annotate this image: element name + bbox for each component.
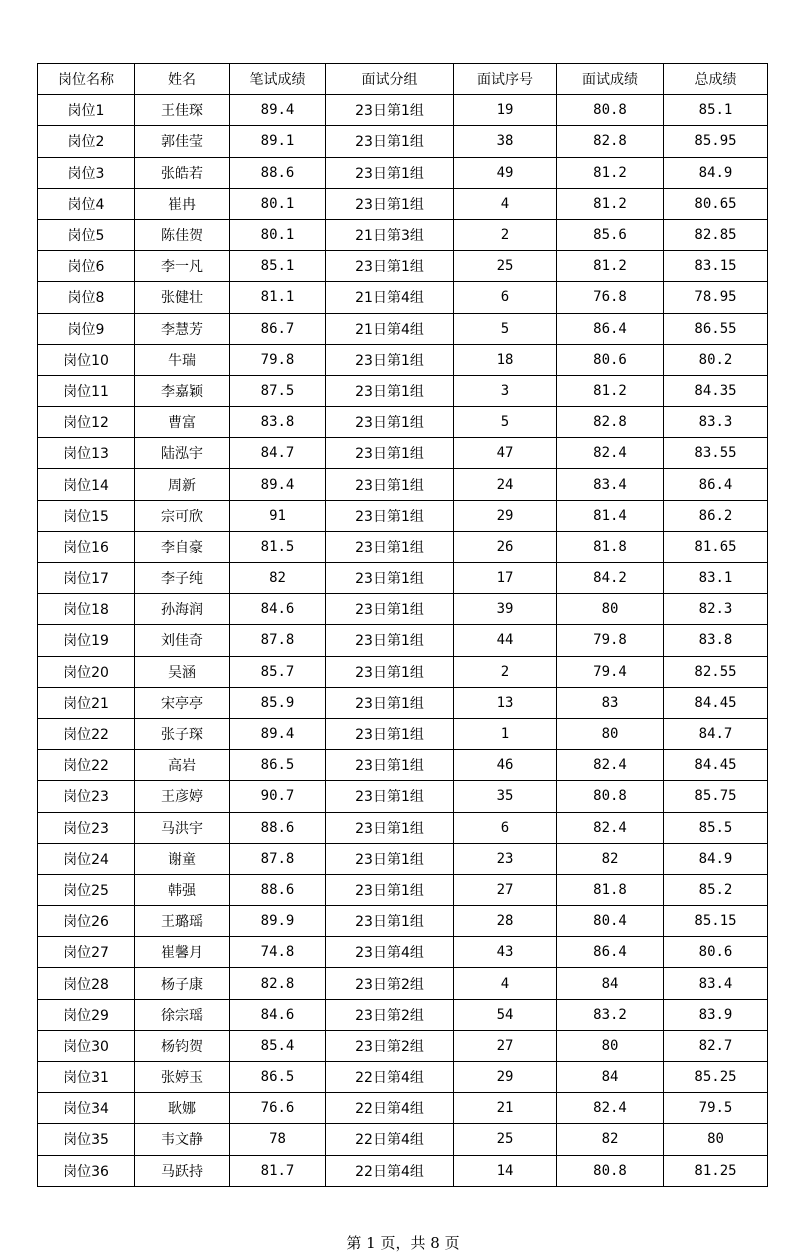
cell-position: 岗位10 [38,344,135,375]
cell-interview-score: 80 [557,1030,664,1061]
cell-interview-score: 81.2 [557,188,664,219]
cell-total-score: 83.55 [664,438,768,469]
cell-total-score: 85.5 [664,812,768,843]
cell-interview-number: 21 [454,1093,557,1124]
cell-interview-number: 14 [454,1155,557,1186]
cell-interview-score: 86.4 [557,937,664,968]
cell-interview-score: 80.4 [557,906,664,937]
cell-interview-group: 23日第1组 [326,500,454,531]
cell-total-score: 85.75 [664,781,768,812]
cell-written-score: 84.7 [230,438,326,469]
cell-name: 王彦婷 [135,781,230,812]
cell-interview-group: 23日第1组 [326,157,454,188]
cell-interview-group: 22日第4组 [326,1155,454,1186]
cell-interview-group: 23日第1组 [326,95,454,126]
cell-name: 张子琛 [135,718,230,749]
cell-total-score: 80.2 [664,344,768,375]
cell-name: 谢童 [135,843,230,874]
cell-interview-score: 80 [557,718,664,749]
table-row [38,469,768,500]
cell-total-score: 84.9 [664,157,768,188]
cell-interview-number: 47 [454,438,557,469]
cell-written-score: 88.6 [230,812,326,843]
table-row [38,375,768,406]
cell-written-score: 88.6 [230,157,326,188]
cell-total-score: 82.85 [664,219,768,250]
cell-interview-number: 29 [454,500,557,531]
cell-interview-score: 81.2 [557,251,664,282]
table-row [38,1124,768,1155]
cell-written-score: 85.7 [230,656,326,687]
cell-interview-number: 46 [454,750,557,781]
cell-interview-group: 23日第1组 [326,843,454,874]
table-row [38,563,768,594]
table-row [38,968,768,999]
table-row [38,157,768,188]
cell-written-score: 84.6 [230,999,326,1030]
cell-position: 岗位26 [38,906,135,937]
cell-written-score: 83.8 [230,407,326,438]
table-row [38,313,768,344]
table-row [38,999,768,1030]
cell-total-score: 86.55 [664,313,768,344]
cell-interview-score: 80.8 [557,95,664,126]
cell-interview-number: 5 [454,313,557,344]
header-written-score: 笔试成绩 [230,64,326,95]
cell-written-score: 88.6 [230,874,326,905]
cell-position: 岗位29 [38,999,135,1030]
cell-interview-group: 23日第2组 [326,999,454,1030]
cell-interview-number: 27 [454,874,557,905]
cell-name: 耿娜 [135,1093,230,1124]
cell-total-score: 83.8 [664,625,768,656]
cell-interview-group: 23日第1组 [326,531,454,562]
cell-written-score: 80.1 [230,219,326,250]
cell-position: 岗位14 [38,469,135,500]
cell-total-score: 79.5 [664,1093,768,1124]
cell-position: 岗位2 [38,126,135,157]
cell-name: 宋亭亭 [135,687,230,718]
cell-written-score: 89.4 [230,718,326,749]
cell-name: 周新 [135,469,230,500]
cell-interview-score: 82 [557,843,664,874]
cell-name: 张健壮 [135,282,230,313]
cell-position: 岗位6 [38,251,135,282]
cell-position: 岗位18 [38,594,135,625]
cell-total-score: 83.4 [664,968,768,999]
cell-written-score: 82 [230,563,326,594]
cell-written-score: 81.5 [230,531,326,562]
cell-position: 岗位24 [38,843,135,874]
cell-written-score: 91 [230,500,326,531]
cell-written-score: 90.7 [230,781,326,812]
cell-interview-number: 6 [454,282,557,313]
cell-interview-score: 79.4 [557,656,664,687]
cell-written-score: 89.4 [230,95,326,126]
cell-position: 岗位27 [38,937,135,968]
table-row [38,188,768,219]
cell-position: 岗位8 [38,282,135,313]
cell-total-score: 82.55 [664,656,768,687]
cell-position: 岗位30 [38,1030,135,1061]
cell-written-score: 86.5 [230,1062,326,1093]
cell-written-score: 86.5 [230,750,326,781]
cell-position: 岗位21 [38,687,135,718]
page-footer: 第 1 页，共 8 页 [346,1234,460,1252]
cell-position: 岗位17 [38,563,135,594]
cell-total-score: 83.15 [664,251,768,282]
cell-total-score: 80.6 [664,937,768,968]
cell-interview-score: 82.4 [557,438,664,469]
cell-written-score: 80.1 [230,188,326,219]
cell-name: 刘佳奇 [135,625,230,656]
cell-position: 岗位28 [38,968,135,999]
cell-name: 李慧芳 [135,313,230,344]
cell-interview-score: 80 [557,594,664,625]
cell-total-score: 84.9 [664,843,768,874]
cell-interview-group: 22日第4组 [326,1062,454,1093]
cell-position: 岗位23 [38,812,135,843]
cell-name: 马洪宇 [135,812,230,843]
cell-written-score: 82.8 [230,968,326,999]
cell-written-score: 85.1 [230,251,326,282]
cell-written-score: 87.8 [230,843,326,874]
cell-position: 岗位25 [38,874,135,905]
scores-table [37,63,768,1187]
cell-name: 韩强 [135,874,230,905]
cell-written-score: 81.1 [230,282,326,313]
cell-name: 杨子康 [135,968,230,999]
cell-interview-number: 6 [454,812,557,843]
cell-written-score: 89.4 [230,469,326,500]
cell-total-score: 83.1 [664,563,768,594]
header-name: 姓名 [135,64,230,95]
cell-written-score: 89.1 [230,126,326,157]
cell-interview-group: 23日第2组 [326,968,454,999]
cell-interview-number: 54 [454,999,557,1030]
table-row [38,812,768,843]
cell-written-score: 79.8 [230,344,326,375]
cell-interview-number: 25 [454,251,557,282]
cell-interview-group: 22日第4组 [326,1093,454,1124]
cell-interview-group: 23日第1组 [326,656,454,687]
cell-name: 李一凡 [135,251,230,282]
cell-interview-group: 23日第1组 [326,407,454,438]
cell-interview-score: 81.2 [557,375,664,406]
cell-interview-group: 23日第1组 [326,625,454,656]
table-row [38,874,768,905]
table-row [38,1093,768,1124]
cell-written-score: 86.7 [230,313,326,344]
table-row [38,219,768,250]
cell-total-score: 85.25 [664,1062,768,1093]
cell-interview-group: 23日第1组 [326,750,454,781]
cell-interview-group: 23日第4组 [326,937,454,968]
cell-total-score: 85.95 [664,126,768,157]
cell-written-score: 85.9 [230,687,326,718]
table-row [38,407,768,438]
cell-name: 王佳琛 [135,95,230,126]
cell-name: 曹富 [135,407,230,438]
cell-interview-group: 23日第1组 [326,781,454,812]
cell-interview-number: 2 [454,219,557,250]
cell-position: 岗位5 [38,219,135,250]
cell-interview-score: 83.2 [557,999,664,1030]
cell-interview-group: 23日第1组 [326,469,454,500]
cell-total-score: 86.4 [664,469,768,500]
cell-position: 岗位36 [38,1155,135,1186]
cell-interview-number: 24 [454,469,557,500]
table-row [38,843,768,874]
cell-name: 李嘉颖 [135,375,230,406]
cell-written-score: 89.9 [230,906,326,937]
cell-interview-group: 23日第1组 [326,251,454,282]
cell-position: 岗位20 [38,656,135,687]
cell-interview-number: 25 [454,1124,557,1155]
table-header-row [38,64,768,95]
table-row [38,750,768,781]
cell-interview-score: 83.4 [557,469,664,500]
cell-name: 吴涵 [135,656,230,687]
cell-interview-score: 81.8 [557,874,664,905]
cell-interview-score: 76.8 [557,282,664,313]
cell-total-score: 81.25 [664,1155,768,1186]
cell-interview-group: 23日第1组 [326,906,454,937]
cell-written-score: 87.5 [230,375,326,406]
cell-interview-score: 82.4 [557,750,664,781]
cell-interview-group: 23日第1组 [326,344,454,375]
cell-position: 岗位15 [38,500,135,531]
cell-name: 李自豪 [135,531,230,562]
cell-total-score: 84.7 [664,718,768,749]
cell-interview-number: 2 [454,656,557,687]
table-row [38,781,768,812]
cell-position: 岗位1 [38,95,135,126]
cell-interview-score: 82.8 [557,126,664,157]
cell-interview-number: 44 [454,625,557,656]
cell-written-score: 87.8 [230,625,326,656]
cell-total-score: 84.45 [664,687,768,718]
table-row [38,625,768,656]
table-row [38,1062,768,1093]
table-row [38,95,768,126]
cell-position: 岗位23 [38,781,135,812]
cell-name: 徐宗瑶 [135,999,230,1030]
cell-interview-score: 81.4 [557,500,664,531]
cell-interview-score: 80.8 [557,781,664,812]
cell-name: 马跃持 [135,1155,230,1186]
cell-name: 高岩 [135,750,230,781]
table-row [38,344,768,375]
cell-position: 岗位13 [38,438,135,469]
cell-written-score: 84.6 [230,594,326,625]
cell-interview-score: 86.4 [557,313,664,344]
cell-written-score: 78 [230,1124,326,1155]
cell-interview-group: 21日第4组 [326,313,454,344]
cell-interview-number: 1 [454,718,557,749]
cell-interview-score: 81.2 [557,157,664,188]
cell-position: 岗位22 [38,718,135,749]
cell-name: 牛瑞 [135,344,230,375]
cell-position: 岗位11 [38,375,135,406]
cell-interview-score: 82.8 [557,407,664,438]
cell-name: 张皓若 [135,157,230,188]
table-row [38,906,768,937]
cell-name: 张婷玉 [135,1062,230,1093]
cell-interview-number: 13 [454,687,557,718]
table-row [38,937,768,968]
cell-interview-number: 19 [454,95,557,126]
cell-interview-number: 5 [454,407,557,438]
cell-total-score: 84.35 [664,375,768,406]
table-row [38,500,768,531]
table-row [38,282,768,313]
cell-interview-score: 84 [557,968,664,999]
cell-interview-score: 84.2 [557,563,664,594]
cell-interview-group: 23日第1组 [326,687,454,718]
cell-total-score: 85.2 [664,874,768,905]
cell-interview-score: 80.8 [557,1155,664,1186]
table-row [38,531,768,562]
cell-total-score: 85.1 [664,95,768,126]
cell-interview-group: 21日第3组 [326,219,454,250]
cell-name: 崔冉 [135,188,230,219]
cell-interview-number: 28 [454,906,557,937]
cell-interview-number: 29 [454,1062,557,1093]
cell-interview-number: 18 [454,344,557,375]
cell-position: 岗位19 [38,625,135,656]
cell-position: 岗位22 [38,750,135,781]
cell-interview-group: 21日第4组 [326,282,454,313]
table-row [38,251,768,282]
header-interview-group: 面试分组 [326,64,454,95]
cell-position: 岗位3 [38,157,135,188]
table-row [38,126,768,157]
header-interview-number: 面试序号 [454,64,557,95]
cell-interview-score: 85.6 [557,219,664,250]
cell-interview-number: 49 [454,157,557,188]
cell-position: 岗位31 [38,1062,135,1093]
table-row [38,1030,768,1061]
cell-interview-number: 3 [454,375,557,406]
cell-total-score: 86.2 [664,500,768,531]
cell-written-score: 76.6 [230,1093,326,1124]
cell-written-score: 85.4 [230,1030,326,1061]
cell-interview-number: 4 [454,188,557,219]
cell-name: 杨钧贺 [135,1030,230,1061]
cell-interview-number: 27 [454,1030,557,1061]
cell-interview-score: 82.4 [557,1093,664,1124]
cell-total-score: 81.65 [664,531,768,562]
table-row [38,438,768,469]
cell-interview-group: 23日第1组 [326,874,454,905]
cell-name: 崔馨月 [135,937,230,968]
cell-interview-number: 35 [454,781,557,812]
cell-position: 岗位9 [38,313,135,344]
cell-position: 岗位34 [38,1093,135,1124]
cell-name: 宗可欣 [135,500,230,531]
cell-name: 韦文静 [135,1124,230,1155]
cell-interview-group: 23日第1组 [326,718,454,749]
cell-interview-number: 23 [454,843,557,874]
cell-interview-number: 38 [454,126,557,157]
cell-interview-number: 4 [454,968,557,999]
cell-total-score: 83.3 [664,407,768,438]
cell-total-score: 80.65 [664,188,768,219]
table-row [38,687,768,718]
cell-interview-group: 23日第2组 [326,1030,454,1061]
cell-interview-group: 23日第1组 [326,188,454,219]
cell-interview-group: 23日第1组 [326,594,454,625]
cell-total-score: 80 [664,1124,768,1155]
cell-name: 陈佳贺 [135,219,230,250]
cell-total-score: 82.3 [664,594,768,625]
cell-interview-group: 23日第1组 [326,126,454,157]
cell-total-score: 82.7 [664,1030,768,1061]
cell-name: 李子纯 [135,563,230,594]
header-position: 岗位名称 [38,64,135,95]
cell-name: 孙海润 [135,594,230,625]
cell-interview-score: 79.8 [557,625,664,656]
cell-total-score: 78.95 [664,282,768,313]
header-interview-score: 面试成绩 [557,64,664,95]
cell-interview-group: 23日第1组 [326,375,454,406]
cell-name: 陆泓宇 [135,438,230,469]
cell-interview-score: 81.8 [557,531,664,562]
cell-interview-score: 83 [557,687,664,718]
cell-interview-number: 17 [454,563,557,594]
cell-interview-group: 23日第1组 [326,563,454,594]
header-total-score: 总成绩 [664,64,768,95]
cell-position: 岗位16 [38,531,135,562]
table-row [38,656,768,687]
cell-written-score: 74.8 [230,937,326,968]
table-row [38,1155,768,1186]
cell-interview-group: 23日第1组 [326,438,454,469]
cell-written-score: 81.7 [230,1155,326,1186]
cell-total-score: 84.45 [664,750,768,781]
cell-position: 岗位4 [38,188,135,219]
cell-interview-number: 43 [454,937,557,968]
cell-name: 郭佳莹 [135,126,230,157]
table-body [38,95,768,1187]
cell-interview-score: 82 [557,1124,664,1155]
table-row [38,594,768,625]
cell-interview-score: 84 [557,1062,664,1093]
cell-interview-number: 26 [454,531,557,562]
cell-interview-group: 22日第4组 [326,1124,454,1155]
cell-position: 岗位35 [38,1124,135,1155]
cell-interview-group: 23日第1组 [326,812,454,843]
cell-interview-score: 80.6 [557,344,664,375]
cell-interview-number: 39 [454,594,557,625]
cell-total-score: 83.9 [664,999,768,1030]
table-row [38,718,768,749]
cell-total-score: 85.15 [664,906,768,937]
cell-interview-score: 82.4 [557,812,664,843]
cell-position: 岗位12 [38,407,135,438]
cell-name: 王璐瑶 [135,906,230,937]
